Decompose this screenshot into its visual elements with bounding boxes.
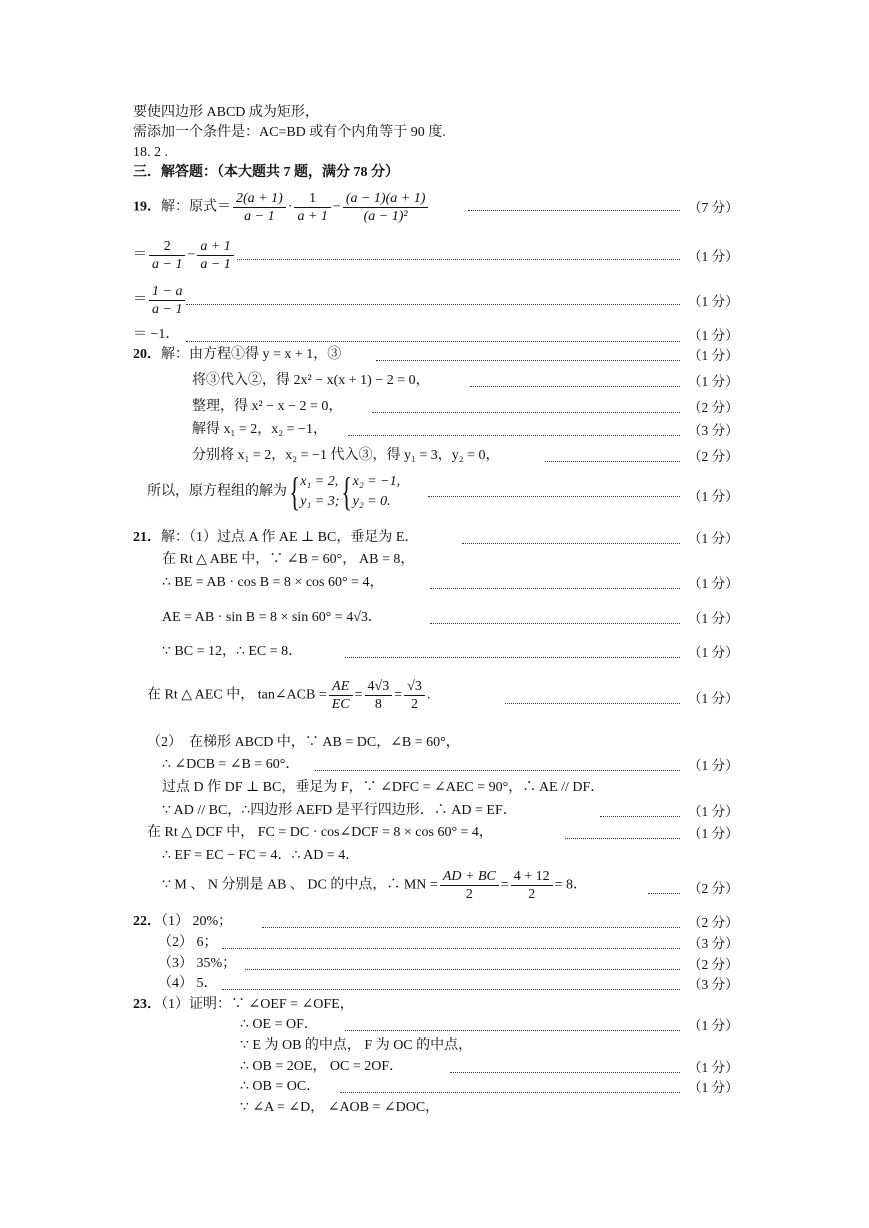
question-23-step: ∵ E 为 OB 的中点， F 为 OC 的中点， [240,1038,473,1053]
question-20: 20．解：由方程①得 y = x + 1，③ [133,347,342,362]
question-23-step: ∵ ∠A = ∠D， ∠AOB = ∠DOC， [240,1100,440,1115]
question-22-item: （3） 35%； [158,956,237,971]
dot-leader [186,304,680,305]
question-19: 19．解：原式＝ $\frac{2(a + 1)}{a - 1}$ · $\frac{1}{a + 1}$ − $\frac{(a - 1)(a + 1)}{\text{(a − 1)²}}$ [133,190,430,225]
question-19-step: ＝ $\frac{1 - a}{a - 1}$ [133,283,187,318]
dot-leader [222,989,680,990]
question-21-step: ∵ BC = 12，∴ EC = 8． [162,644,303,659]
score: （1 分） [688,249,739,264]
dot-leader [237,259,680,260]
score: （1 分） [688,758,739,773]
question-22: 22．（1） 20%； [133,914,233,929]
score: （1 分） [688,294,739,309]
question-21-step: ∵ AD // BC，∴四边形 AEFD 是平行四边形．∴ AD = EF． [162,803,517,818]
dot-leader [315,770,680,771]
score: （3 分） [688,936,739,951]
score: （2 分） [688,449,739,464]
question-22-item: （2） 6； [158,935,218,950]
dot-leader [262,927,680,928]
dot-leader [545,461,680,462]
question-21-step: AE = AB · sin B = 8 × sin 60° = 4√3． [162,610,382,625]
question-23-step: ∴ OB = 2OE， OC = 2OF． [240,1059,404,1074]
text-line: 18. 2 . [133,145,168,160]
score: （1 分） [688,328,739,343]
dot-leader [430,588,680,589]
dot-leader [186,341,680,342]
dot-leader [222,948,680,949]
score: （3 分） [688,423,739,438]
score: （7 分） [688,200,739,215]
score: （1 分） [688,645,739,660]
dot-leader [565,838,680,839]
question-21-tan: 在 Rt △ AEC 中， tan∠ACB = $\frac{AE}{EC}$ = $\frac{4√3}{8}$ = $\frac{√3}{2}$ . [147,679,431,712]
question-23-step: ∴ OB = OC． [240,1079,321,1094]
question-20-step: 整理，得 x² − x − 2 = 0， [192,399,343,414]
question-21-step: 过点 D 作 DF ⊥ BC，垂足为 F，∵ ∠DFC = ∠AEC = 90°，∴ AE // DF． [162,780,605,795]
dot-leader [345,657,680,658]
question-21: 21．解：（1）过点 A 作 AE ⊥ BC，垂足为 E． [133,530,419,545]
score: （1 分） [688,826,739,841]
score: （2 分） [688,881,739,896]
score: （2 分） [688,915,739,930]
dot-leader [345,1030,680,1031]
dot-leader [372,412,680,413]
dot-leader [376,360,680,361]
question-21-mn: ∵ M 、 N 分别是 AB 、 DC 的中点，∴ MN = $\frac{AD + BC}{2}$ = $\frac{4 + 12}{2}$ = 8． [162,869,588,902]
dot-leader [600,816,680,817]
dot-leader [462,543,680,544]
score: （1 分） [688,489,739,504]
dot-leader [505,703,680,704]
dot-leader [468,210,680,211]
score: （1 分） [688,348,739,363]
section-heading: 三．解答题：（本大题共 7 题，满分 78 分） [133,165,399,180]
question-22-item: （4） 5． [158,976,218,991]
score: （1 分） [688,611,739,626]
score: （2 分） [688,400,739,415]
question-21-step: 在 Rt △ ABE 中，∵ ∠B = 60°， AB = 8， [162,552,415,567]
score: （1 分） [688,1080,739,1095]
dot-leader [450,1072,680,1073]
question-21-step: ∴ EF = EC − FC = 4．∴ AD = 4． [162,848,360,863]
dot-leader [348,435,680,436]
score: （1 分） [688,691,739,706]
question-19-step: ＝ −1． [133,327,180,342]
question-20-step: 将③代入②，得 2x² − x(x + 1) − 2 = 0， [192,373,430,388]
score: （1 分） [688,804,739,819]
question-20-solution: 所以，原方程组的解为{ x₁ = 2, y₁ = 3; { x₂ = −1, y₂ = 0. [147,469,401,514]
dot-leader [470,386,680,387]
score: （2 分） [688,957,739,972]
dot-leader [430,623,680,624]
question-21-step: ∴ BE = AB · cos B = 8 × cos 60° = 4， [162,575,384,590]
dot-leader [648,893,680,894]
text-line: 要使四边形 ABCD 成为矩形， [133,105,319,120]
question-19-step: ＝ $\frac{2}{a - 1}$ − $\frac{a + 1}{a - 1}$ [133,238,236,273]
dot-leader [428,496,680,497]
dot-leader [245,969,680,970]
score: （1 分） [688,531,739,546]
score: （1 分） [688,374,739,389]
question-20-step: 解得 x₁ = 2，x₂ = −1， [192,422,327,437]
score: （1 分） [688,1060,739,1075]
question-23: 23．（1）证明：∵ ∠OEF = ∠OFE， [133,997,354,1012]
score: （3 分） [688,977,739,992]
score: （1 分） [688,1018,739,1033]
question-21-step: ∴ ∠DCB = ∠B = 60°． [162,757,300,772]
question-21-step: 在 Rt △ DCF 中， FC = DC · cos∠DCF = 8 × cos 60° = 4， [147,825,493,840]
dot-leader [340,1092,680,1093]
text-line: 需添加一个条件是：AC=BD 或有个内角等于 90 度. [133,125,446,140]
score: （1 分） [688,576,739,591]
question-21-part2: （2） 在梯形 ABCD 中，∵ AB = DC，∠B = 60°， [147,735,460,750]
question-23-step: ∴ OE = OF． [240,1017,318,1032]
question-20-step: 分别将 x₁ = 2，x₂ = −1 代入③，得 y₁ = 3，y₂ = 0， [192,448,500,463]
